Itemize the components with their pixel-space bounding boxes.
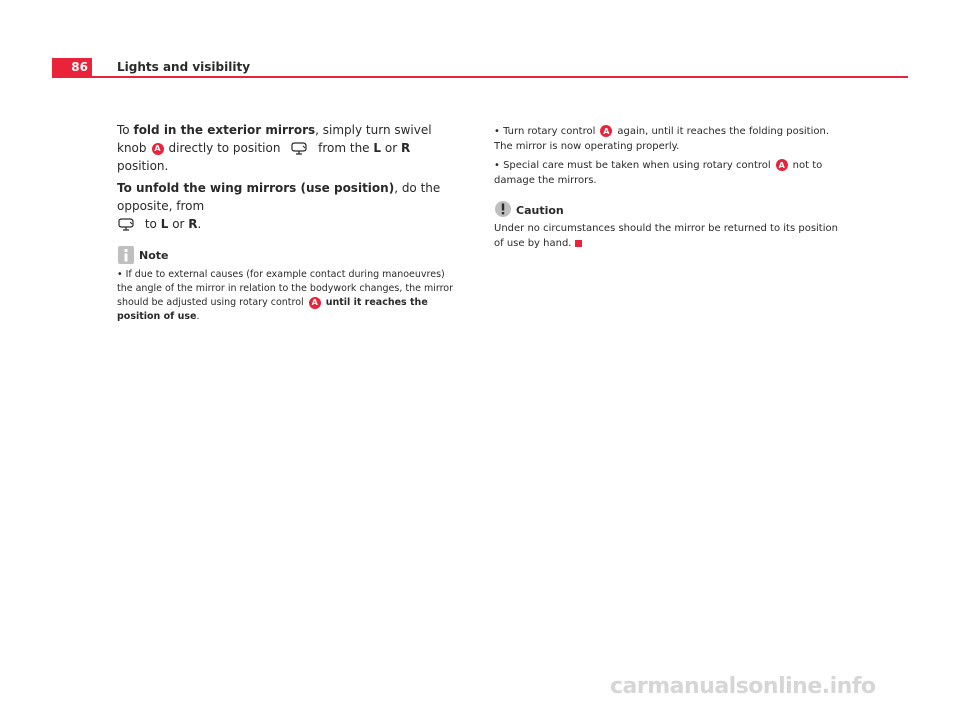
care-text-1: • Special care must be taken when using rotary control	[494, 160, 771, 171]
unfold-paragraph	[117, 179, 462, 233]
turn-control-bullet	[494, 124, 844, 154]
note-title: Note	[139, 249, 169, 262]
watermark: carmanualsonline.info	[610, 674, 876, 699]
control-a-badge: A	[776, 159, 788, 171]
caution-icon	[494, 200, 512, 218]
turn-text-1: • Turn rotary control	[494, 126, 596, 137]
fold-prefix: To	[117, 123, 130, 137]
note-body	[117, 268, 462, 324]
fold-from: from the	[318, 141, 370, 155]
end-of-section-marker	[575, 240, 582, 247]
fold-text-2: directly to position	[168, 141, 281, 155]
note-bold-text: until it reaches the position of use	[117, 297, 428, 322]
fold-L: L	[373, 141, 382, 155]
page-number-text: 86	[71, 60, 88, 74]
note-text: • If due to external causes (for example contact during manoeuvres) the angle of the mirror in relation to the bodywork changes, the mirror should be adjusted using rotary control	[117, 269, 454, 308]
fold-R: R	[400, 141, 411, 155]
page-number	[52, 58, 92, 76]
control-a-badge: A	[600, 125, 612, 137]
unfold-end: .	[197, 217, 202, 231]
control-a-badge: A	[309, 297, 321, 309]
special-care-bullet	[494, 158, 844, 188]
unfold-text: , do the opposite, from	[117, 181, 441, 213]
fold-or: or	[384, 141, 398, 155]
right-column	[494, 124, 844, 251]
control-a-badge: A	[152, 143, 164, 155]
unfold-bold-text: To unfold the wing mirrors (use position)	[117, 181, 395, 195]
fold-bold-text: fold in the exterior mirrors	[133, 123, 316, 137]
unfold-R: R	[188, 217, 198, 231]
note-icon	[117, 245, 135, 265]
header-divider	[52, 76, 908, 78]
caution-body	[494, 221, 844, 251]
caution-heading	[494, 200, 844, 218]
note-heading	[117, 245, 462, 265]
mirror-fold-icon	[290, 142, 308, 155]
fold-paragraph	[117, 121, 462, 175]
turn-text-2: again, until it reaches the folding position. The mirror is now operating properly.	[494, 126, 830, 152]
fold-text-1: , simply turn swivel knob	[117, 123, 432, 155]
left-column	[117, 121, 462, 324]
unfold-L: L	[160, 217, 169, 231]
fold-suffix: position.	[117, 159, 169, 173]
section-title: Lights and visibility	[117, 60, 251, 74]
note-end: .	[196, 311, 200, 322]
caution-title: Caution	[516, 204, 564, 217]
unfold-to: to	[144, 217, 157, 231]
caution-text: Under no circumstances should the mirror be returned to its position of use by hand.	[494, 223, 838, 249]
mirror-fold-icon	[117, 218, 135, 231]
care-text-2: not to damage the mirrors.	[494, 160, 823, 186]
unfold-or: or	[172, 217, 185, 231]
